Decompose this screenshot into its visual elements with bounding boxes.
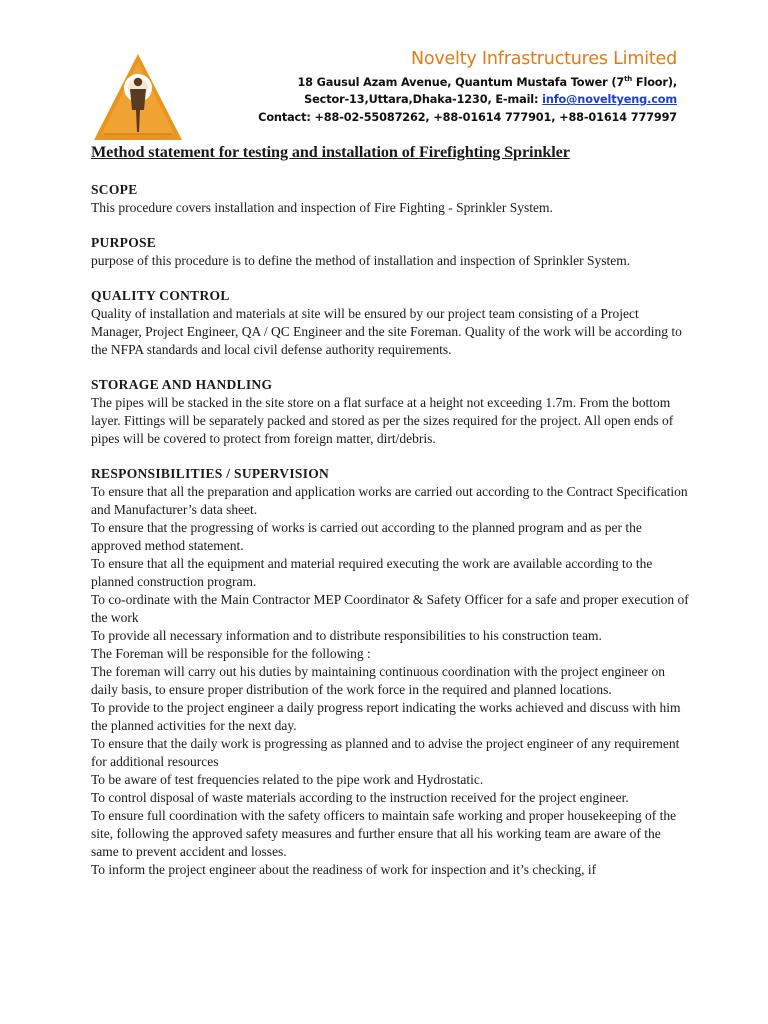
- logo-triangle-figure-icon: [92, 52, 184, 144]
- section-storage-and-handling: [91, 375, 691, 448]
- section-quality-control: [91, 286, 691, 359]
- document-body: [91, 180, 691, 895]
- section-paragraph: The pipes will be stacked in the site store on a flat surface at a height not exceeding 1.7m. From the bottom layer. Fittings will be separately packed and stored as per the sizes required for the project. All open ends of pipes will be covered to protect from foreign matter, dirt/debris.: [91, 395, 674, 446]
- company-logo: [92, 52, 184, 144]
- section-paragraph: To ensure that the progressing of works is carried out according to the planned program and as per the approved method statement.: [91, 520, 642, 553]
- section-paragraph: To co-ordinate with the Main Contractor MEP Coordinator & Safety Officer for a safe and proper execution of the work: [91, 592, 689, 625]
- section-paragraph: The foreman will carry out his duties by maintaining continuous coordination with the project engineer on daily basis, to ensure proper distribution of the work force in the required and planned locations.: [91, 664, 665, 697]
- section-paragraph: To ensure that all the preparation and application works are carried out according to the Contract Specification and Manufacturer’s data sheet.: [91, 484, 688, 517]
- section-paragraph: To be aware of test frequencies related to the pipe work and Hydrostatic.: [91, 772, 484, 787]
- section-paragraph: To control disposal of waste materials according to the instruction received for the project engineer.: [91, 790, 629, 805]
- section-paragraph: Quality of installation and materials at site will be ensured by our project team consisting of a Project Manager, Project Engineer, QA / QC Engineer and the site Foreman. Quality of the work will be according to the NFPA standards and local civil defense authority requirements.: [91, 306, 682, 357]
- address-line2-text: Sector-13,Uttara,Dhaka-1230, E-mail:: [304, 93, 543, 107]
- section-paragraph: To provide all necessary information and to distribute responsibilities to his construction team.: [91, 628, 602, 643]
- email-link[interactable]: info@noveltyeng.com: [542, 93, 677, 107]
- section-heading: QUALITY CONTROL: [91, 288, 230, 303]
- section-paragraph: The Foreman will be responsible for the following :: [91, 646, 371, 661]
- section-heading: STORAGE AND HANDLING: [91, 377, 273, 392]
- company-address-line2: [258, 91, 677, 109]
- document-title: Method statement for testing and installation of Firefighting Sprinkler: [91, 143, 570, 161]
- address-floor-superscript: th: [624, 75, 633, 83]
- company-name: Novelty Infrastructures Limited: [410, 49, 677, 69]
- section-heading: PURPOSE: [91, 235, 157, 250]
- section-paragraph: purpose of this procedure is to define the method of installation and inspection of Sprinkler System.: [91, 253, 631, 268]
- section-heading: RESPONSIBILITIES / SUPERVISION: [91, 466, 330, 481]
- section-paragraph: To ensure full coordination with the safety officers to maintain safe working and proper housekeeping of the site, following the approved safety measures and further ensure that all his working team are aware of the same to prevent accident and losses.: [91, 808, 677, 859]
- company-contact: Contact: +88-02-55087262, +88-01614 777901, +88-01614 777997: [258, 110, 677, 124]
- section-paragraph: To ensure that the daily work is progressing as planned and to advise the project engineer of any requirement for additional resources: [91, 736, 680, 769]
- address-line1-text: 18 Gausul Azam Avenue, Quantum Mustafa Tower (7: [297, 75, 625, 89]
- section-paragraph: This procedure covers installation and inspection of Fire Fighting - Sprinkler System.: [91, 200, 553, 215]
- section-paragraph: To provide to the project engineer a daily progress report indicating the works achieved and discuss with him the planned activities for the next day.: [91, 700, 681, 733]
- section-scope: [91, 180, 691, 217]
- section-paragraph: To ensure that all the equipment and material required executing the work are available according to the planned construction program.: [91, 556, 653, 589]
- section-heading: SCOPE: [91, 182, 138, 197]
- address-line1-end: Floor),: [632, 75, 677, 89]
- section-paragraph: To inform the project engineer about the readiness of work for inspection and it’s checking, if: [91, 862, 597, 877]
- section-responsibilities-supervision: [91, 464, 691, 879]
- section-purpose: [91, 233, 691, 270]
- company-address-line1: [258, 71, 677, 91]
- company-header: [258, 48, 677, 126]
